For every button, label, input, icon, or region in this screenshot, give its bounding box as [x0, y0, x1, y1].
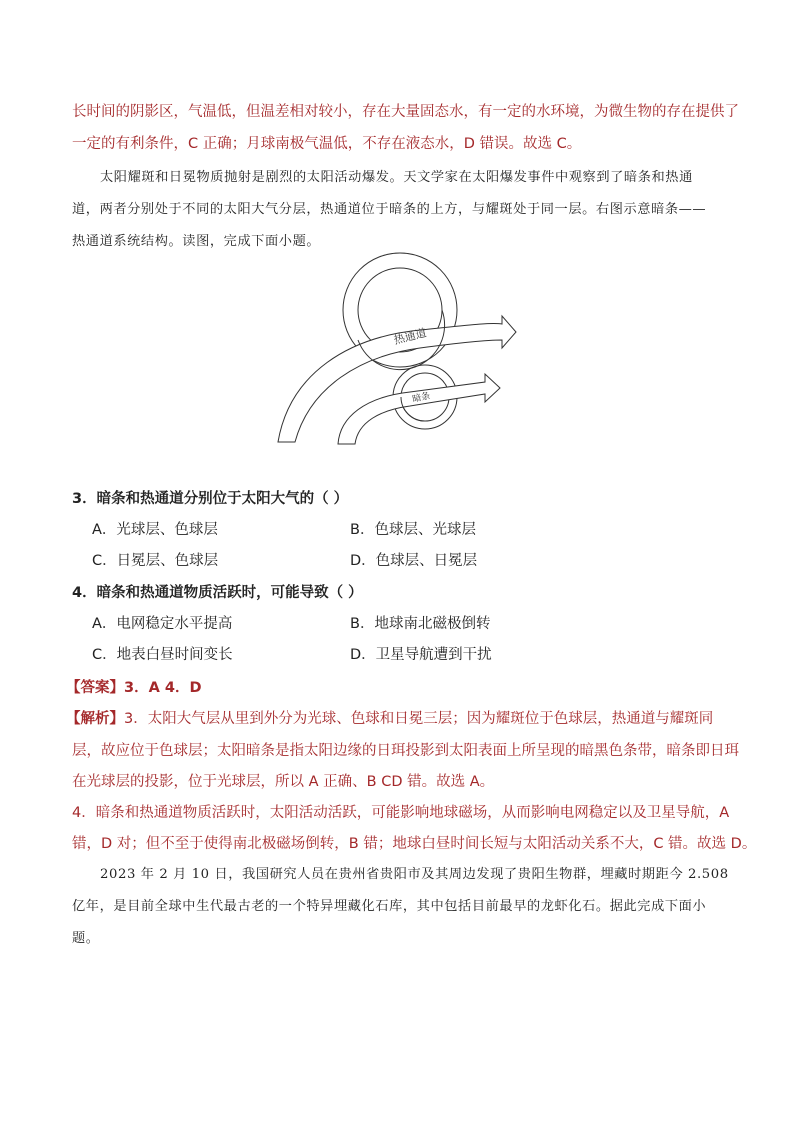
question-4-stem: 4．暗条和热通道物质活跃时，可能导致（ ）: [72, 585, 363, 601]
passage2-line-1: 2023 年 2 月 10 日，我国研究人员在贵州省贵阳市及其周边发现了贵阳生物群，埋藏时期距今 2.508: [100, 867, 729, 882]
passage2-line-2: 亿年，是目前全球中生代最古老的一个特异埋藏化石库，其中包括目前最早的龙虾化石。据此完成下面小: [72, 899, 707, 914]
hot-channel-label: 热通道: [392, 326, 428, 347]
dark-filament-hot-channel-figure: [270, 252, 520, 447]
analysis-line-2: 层，故应位于色球层；太阳暗条是指太阳边缘的日珥投影到太阳表面上所呈现的暗黑色条带，暗条即日珥: [72, 743, 739, 759]
intro-line-2: 一定的有利条件，C 正确；月球南极气温低，不存在液态水，D 错误。故选 C。: [72, 136, 582, 152]
q3-option-a[interactable]: A．光球层、色球层: [92, 522, 218, 538]
analysis-tag: 【解析】: [66, 711, 124, 727]
q3-option-b[interactable]: B．色球层、光球层: [350, 522, 476, 538]
passage1-line-3: 热通道系统结构。读图，完成下面小题。: [72, 234, 321, 249]
q4-option-a[interactable]: A．电网稳定水平提高: [92, 616, 233, 632]
structure-diagram: [270, 252, 520, 447]
analysis-text-1: 3．太阳大气层从里到外分为光球、色球和日冕三层；因为耀斑位于色球层，热通道与耀斑同: [124, 711, 714, 727]
question-3-stem: 3．暗条和热通道分别位于太阳大气的（ ）: [72, 491, 349, 507]
q4-option-d[interactable]: D．卫星导航遭到干扰: [350, 647, 492, 663]
analysis-line-3: 在光球层的投影，位于光球层，所以 A 正确、B CD 错。故选 A。: [72, 774, 495, 790]
intro-line-1: 长时间的阴影区，气温低，但温差相对较小，存在大量固态水，有一定的水环境，为微生物的存在提供了: [72, 104, 739, 120]
analysis-line-1: [66, 707, 713, 728]
passage1-line-2: 道，两者分别处于不同的太阳大气分层，热通道位于暗条的上方，与耀斑处于同一层。右图示意暗条——: [72, 202, 707, 217]
dark-filament-arrow: [338, 374, 500, 444]
q4-option-c[interactable]: C．地表白昼时间变长: [92, 647, 233, 663]
analysis-line-4: 4．暗条和热通道物质活跃时，太阳活动活跃，可能影响地球磁场，从而影响电网稳定以及卫星导航，A: [72, 805, 730, 821]
passage2-line-3: 题。: [72, 931, 100, 946]
q3-option-c[interactable]: C．日冕层、色球层: [92, 553, 219, 569]
passage1-line-1: 太阳耀斑和日冕物质抛射是剧烈的太阳活动爆发。天文学家在太阳爆发事件中观察到了暗条和热通: [100, 170, 693, 185]
q3-option-d[interactable]: D．色球层、日冕层: [350, 553, 478, 569]
answer-text: 3．A 4．D: [124, 680, 202, 696]
answer-line: [66, 676, 201, 697]
analysis-line-5: 错，D 对；但不至于使得南北极磁场倒转，B 错；地球白昼时间长短与太阳活动关系不大，C 错。故选 D。: [72, 836, 757, 852]
q4-option-b[interactable]: B．地球南北磁极倒转: [350, 616, 491, 632]
dark-filament-label: 暗条: [411, 391, 432, 405]
answer-tag: 【答案】: [66, 680, 124, 696]
